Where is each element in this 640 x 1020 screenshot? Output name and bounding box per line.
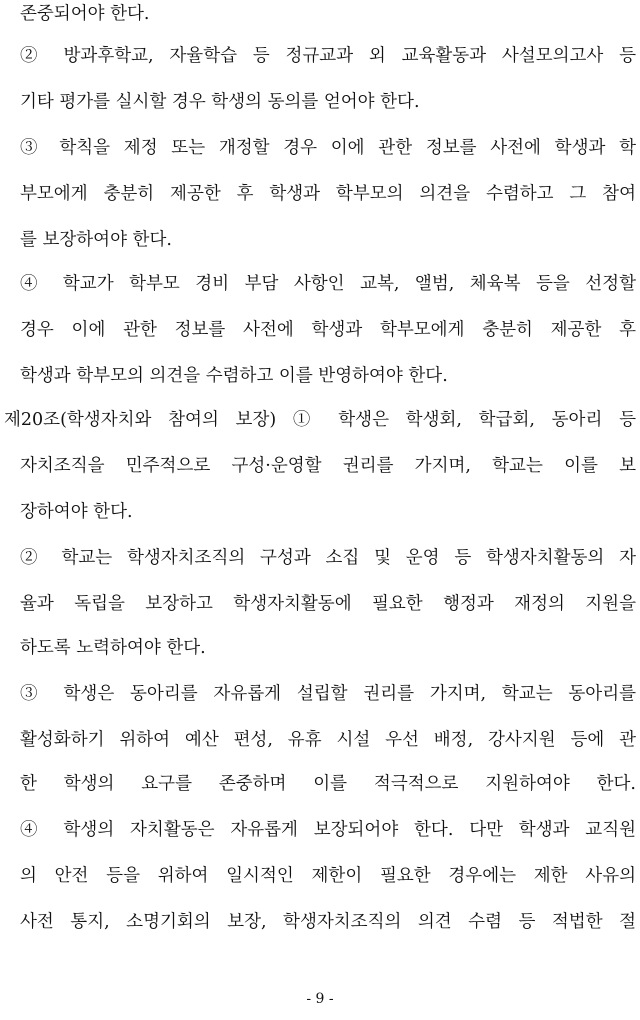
text-line-14: 율과 독립을 보장하고 학생자치활동에 필요한 행정과 재정의 지원을 [20,594,636,614]
text-line-7: ④ 학교가 학부모 경비 부담 사항인 교복, 앨범, 체육복 등을 선정할 [20,274,636,294]
text-line-3: 기타 평가를 실시할 경우 학생의 동의를 얻어야 한다. [20,92,420,112]
text-line-15: 하도록 노력하여야 한다. [20,638,206,658]
text-line-5: 부모에게 충분히 제공한 후 학생과 학부모의 의견을 수렴하고 그 참여 [20,184,636,204]
text-line-2: ② 방과후학교, 자율학습 등 정규교과 외 교육활동과 사설모의고사 등 [20,46,636,66]
text-line-19: ④ 학생의 자치활동은 자유롭게 보장되어야 한다. 다만 학생과 교직원 [20,820,636,840]
text-line-13: ② 학교는 학생자치조직의 구성과 소집 및 운영 등 학생자치활동의 자 [20,548,636,568]
article-20-heading-line: 제20조(학생자치와 참여의 보장) ① 학생은 학생회, 학급회, 동아리 등 [4,410,636,430]
text-line-1: 존중되어야 한다. [20,4,150,24]
page-number: - 9 - [306,991,334,1007]
text-line-21: 사전 통지, 소명기회의 보장, 학생자치조직의 의견 수렴 등 적법한 절 [20,912,636,932]
text-line-20: 의 안전 등을 위하여 일시적인 제한이 필요한 경우에는 제한 사유의 [20,866,636,886]
text-line-8: 경우 이에 관한 정보를 사전에 학생과 학부모에게 충분히 제공한 후 [20,320,636,340]
text-line-9: 학생과 학부모의 의견을 수렴하고 이를 반영하여야 한다. [20,366,448,386]
text-line-11: 자치조직을 민주적으로 구성·운영할 권리를 가지며, 학교는 이를 보 [20,456,636,476]
text-line-18: 한 학생의 요구를 존중하며 이를 적극적으로 지원하여야 한다. [20,774,636,794]
text-line-17: 활성화하기 위하여 예산 편성, 유휴 시설 우선 배정, 강사지원 등에 관 [20,730,636,750]
text-line-16: ③ 학생은 동아리를 자유롭게 설립할 권리를 가지며, 학교는 동아리를 [20,684,636,704]
text-line-12: 장하여야 한다. [20,502,133,522]
text-line-4: ③ 학칙을 제정 또는 개정할 경우 이에 관한 정보를 사전에 학생과 학 [20,138,636,158]
text-line-6: 를 보장하여야 한다. [20,230,172,250]
